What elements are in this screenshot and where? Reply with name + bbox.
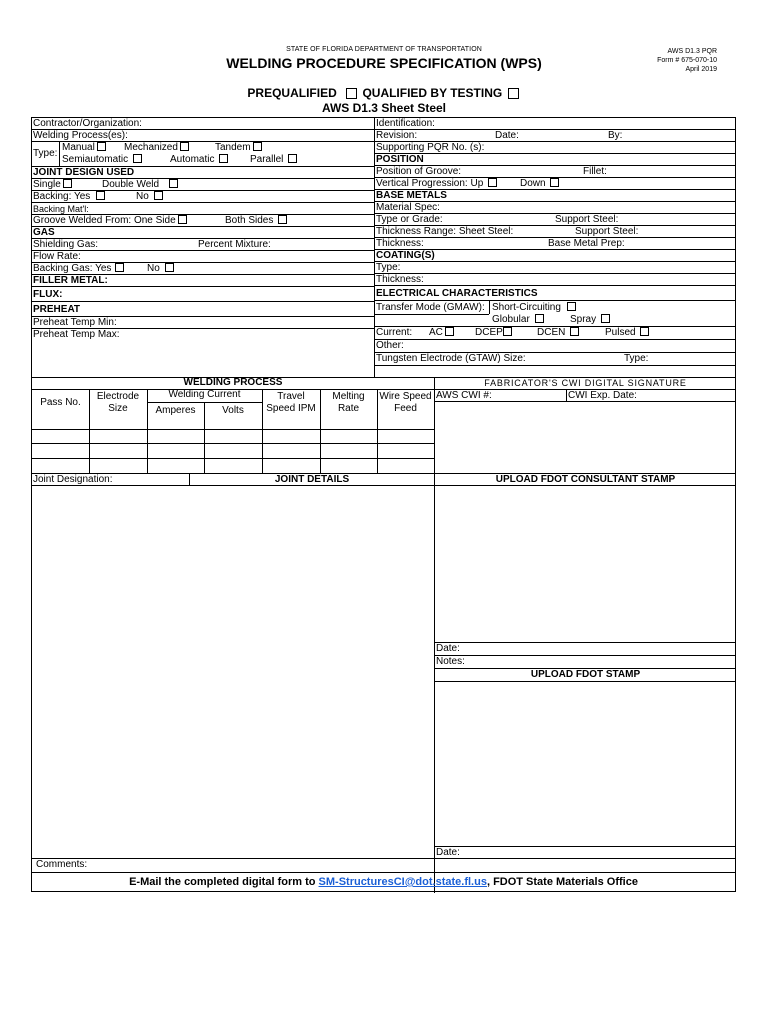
- groove-welded-row: Groove Welded From: One Side Both Sides: [32, 215, 374, 227]
- contractor-field[interactable]: Contractor/Organization:: [32, 118, 374, 130]
- joint-details-area[interactable]: [32, 486, 434, 858]
- backing-gas-no-checkbox[interactable]: [165, 263, 174, 272]
- ac-checkbox[interactable]: [445, 327, 454, 336]
- dcen-checkbox[interactable]: [570, 327, 579, 336]
- globular-checkbox[interactable]: [535, 314, 544, 323]
- joint-designation-field[interactable]: Joint Designation:: [33, 474, 113, 485]
- type-label: Type:: [33, 148, 58, 159]
- wps-form: [31, 117, 736, 892]
- progression-up-checkbox[interactable]: [488, 178, 497, 187]
- consultant-stamp-upload[interactable]: [435, 486, 736, 642]
- position-heading: POSITION: [375, 154, 736, 166]
- aws-cwi-field[interactable]: AWS CWI #:: [436, 390, 492, 401]
- col-pass-no: Pass No.: [40, 397, 81, 408]
- backing-gas-row: Backing Gas: Yes No: [32, 263, 374, 275]
- type-row: Type: Manual Mechanized Tandem Semiautomatic Automatic Parallel: [32, 142, 374, 167]
- backing-gas-yes-checkbox[interactable]: [115, 263, 124, 272]
- prequalified-checkbox[interactable]: [346, 88, 357, 99]
- automatic-checkbox[interactable]: [219, 154, 228, 163]
- joint-design-heading: JOINT DESIGN USED: [32, 167, 374, 179]
- base-metals-heading: BASE METALS: [375, 190, 736, 202]
- page-title: WELDING PROCEDURE SPECIFICATION (WPS): [226, 55, 542, 71]
- form-number: Form # 675-070-10: [657, 57, 717, 64]
- parallel-checkbox[interactable]: [288, 154, 297, 163]
- backing-no-checkbox[interactable]: [154, 191, 163, 200]
- type-grade-row[interactable]: Type or Grade: Support Steel:: [375, 214, 736, 226]
- fdot-stamp-title: UPLOAD FDOT STAMP: [530, 669, 641, 680]
- col-speed-ipm: Speed IPM: [266, 403, 316, 414]
- vertical-progression-row: Vertical Progression: Up Down: [375, 178, 736, 190]
- agency-name: STATE OF FLORIDA DEPARTMENT OF TRANSPORTATION: [286, 46, 482, 53]
- double-weld-checkbox[interactable]: [169, 179, 178, 188]
- identification-field[interactable]: Identification:: [375, 118, 736, 130]
- position-groove-row[interactable]: Position of Groove: Fillet:: [375, 166, 736, 178]
- col-feed: Feed: [394, 403, 417, 414]
- email-link[interactable]: SM-StructuresCI@dot.state.fl.us: [318, 876, 487, 888]
- backing-matl-field[interactable]: Backing Mat'l:: [32, 203, 374, 215]
- single-double-row: Single Double Weld: [32, 179, 374, 191]
- progression-down-checkbox[interactable]: [550, 178, 559, 187]
- consultant-date-field[interactable]: Date:: [436, 643, 460, 654]
- joint-details-title: JOINT DETAILS: [274, 474, 350, 485]
- preheat-heading: PREHEAT: [32, 302, 374, 317]
- coatings-heading: COATING(S): [375, 250, 736, 262]
- material-spec-field[interactable]: Material Spec:: [375, 202, 736, 214]
- welding-process-title: WELDING PROCESS: [183, 377, 283, 388]
- supporting-pqr-field[interactable]: Supporting PQR No. (s):: [375, 142, 736, 154]
- filler-metal-field[interactable]: FILLER METAL:: [32, 275, 374, 287]
- dcep-checkbox[interactable]: [503, 327, 512, 336]
- col-melting: Melting: [332, 391, 365, 402]
- cwi-exp-date-field[interactable]: CWI Exp. Date:: [568, 390, 637, 401]
- short-circuiting-checkbox[interactable]: [567, 302, 576, 311]
- fdot-date-field[interactable]: Date:: [436, 847, 460, 858]
- other-field[interactable]: Other:: [375, 340, 736, 353]
- col-amperes: Amperes: [155, 405, 196, 416]
- qualified-by-testing-label: QUALIFIED BY TESTING: [362, 86, 503, 100]
- col-rate: Rate: [337, 403, 360, 414]
- col-welding-current: Welding Current: [168, 389, 241, 400]
- col-wire-speed: Wire Speed: [379, 391, 432, 402]
- col-travel: Travel: [277, 391, 305, 402]
- transfer-mode-row: Transfer Mode (GMAW): Short-Circuiting Globular Spray: [375, 301, 736, 327]
- thickness-row[interactable]: Thickness: Base Metal Prep:: [375, 238, 736, 250]
- flux-field[interactable]: FLUX:: [32, 287, 374, 302]
- col-electrode: Electrode: [96, 391, 140, 402]
- electrical-heading: ELECTRICAL CHARACTERISTICS: [375, 286, 736, 301]
- col-volts: Volts: [222, 405, 244, 416]
- preheat-min-field[interactable]: Preheat Temp Min:: [32, 317, 374, 329]
- backing-row: Backing: Yes No: [32, 191, 374, 203]
- manual-checkbox[interactable]: [97, 142, 106, 151]
- preheat-max-field[interactable]: Preheat Temp Max:: [33, 329, 120, 340]
- gas-heading: GAS: [32, 227, 374, 239]
- mechanized-checkbox[interactable]: [180, 142, 189, 151]
- prequalified-label: PREQUALIFIED: [247, 86, 337, 100]
- subtitle: AWS D1.3 Sheet Steel: [321, 101, 447, 115]
- revision-row[interactable]: Revision: Date: By:: [375, 130, 736, 142]
- thickness-range-row[interactable]: Thickness Range: Sheet Steel: Support Steel:: [375, 226, 736, 238]
- both-sides-checkbox[interactable]: [278, 215, 287, 224]
- single-checkbox[interactable]: [63, 179, 72, 188]
- spray-checkbox[interactable]: [601, 314, 610, 323]
- coating-type-field[interactable]: Type:: [375, 262, 736, 274]
- ref-code: AWS D1.3 PQR: [667, 48, 717, 55]
- comments-field[interactable]: Comments:: [36, 859, 88, 870]
- cwi-signature-title: FABRICATOR'S CWI DIGITAL SIGNATURE: [484, 378, 687, 388]
- backing-yes-checkbox[interactable]: [96, 191, 105, 200]
- tandem-checkbox[interactable]: [253, 142, 262, 151]
- table-row[interactable]: [32, 443, 434, 444]
- col-electrode-size: Size: [108, 403, 128, 414]
- qualified-by-testing-checkbox[interactable]: [508, 88, 519, 99]
- coating-thickness-field[interactable]: Thickness:: [375, 274, 736, 286]
- form-date: April 2019: [685, 66, 717, 73]
- semiautomatic-checkbox[interactable]: [133, 154, 142, 163]
- notes-field[interactable]: Notes:: [436, 656, 465, 667]
- pulsed-checkbox[interactable]: [640, 327, 649, 336]
- welding-process-field[interactable]: Welding Process(es):: [32, 130, 374, 142]
- tungsten-row[interactable]: Tungsten Electrode (GTAW) Size: Type:: [375, 353, 736, 366]
- current-row: Current: AC DCEP DCEN Pulsed: [375, 327, 736, 340]
- table-row[interactable]: [32, 458, 434, 459]
- shielding-gas-field[interactable]: Shielding Gas: Percent Mixture:: [32, 239, 374, 251]
- one-side-checkbox[interactable]: [178, 215, 187, 224]
- form-reference: [657, 47, 717, 74]
- qualification-line: [0, 86, 768, 100]
- flow-rate-field[interactable]: Flow Rate:: [32, 251, 374, 263]
- email-instructions: E-Mail the completed digital form to SM-StructuresCI@dot.state.fl.us, FDOT State Materials Office: [129, 876, 638, 888]
- consultant-stamp-title: UPLOAD FDOT CONSULTANT STAMP: [495, 474, 676, 485]
- fdot-stamp-upload[interactable]: [435, 682, 736, 846]
